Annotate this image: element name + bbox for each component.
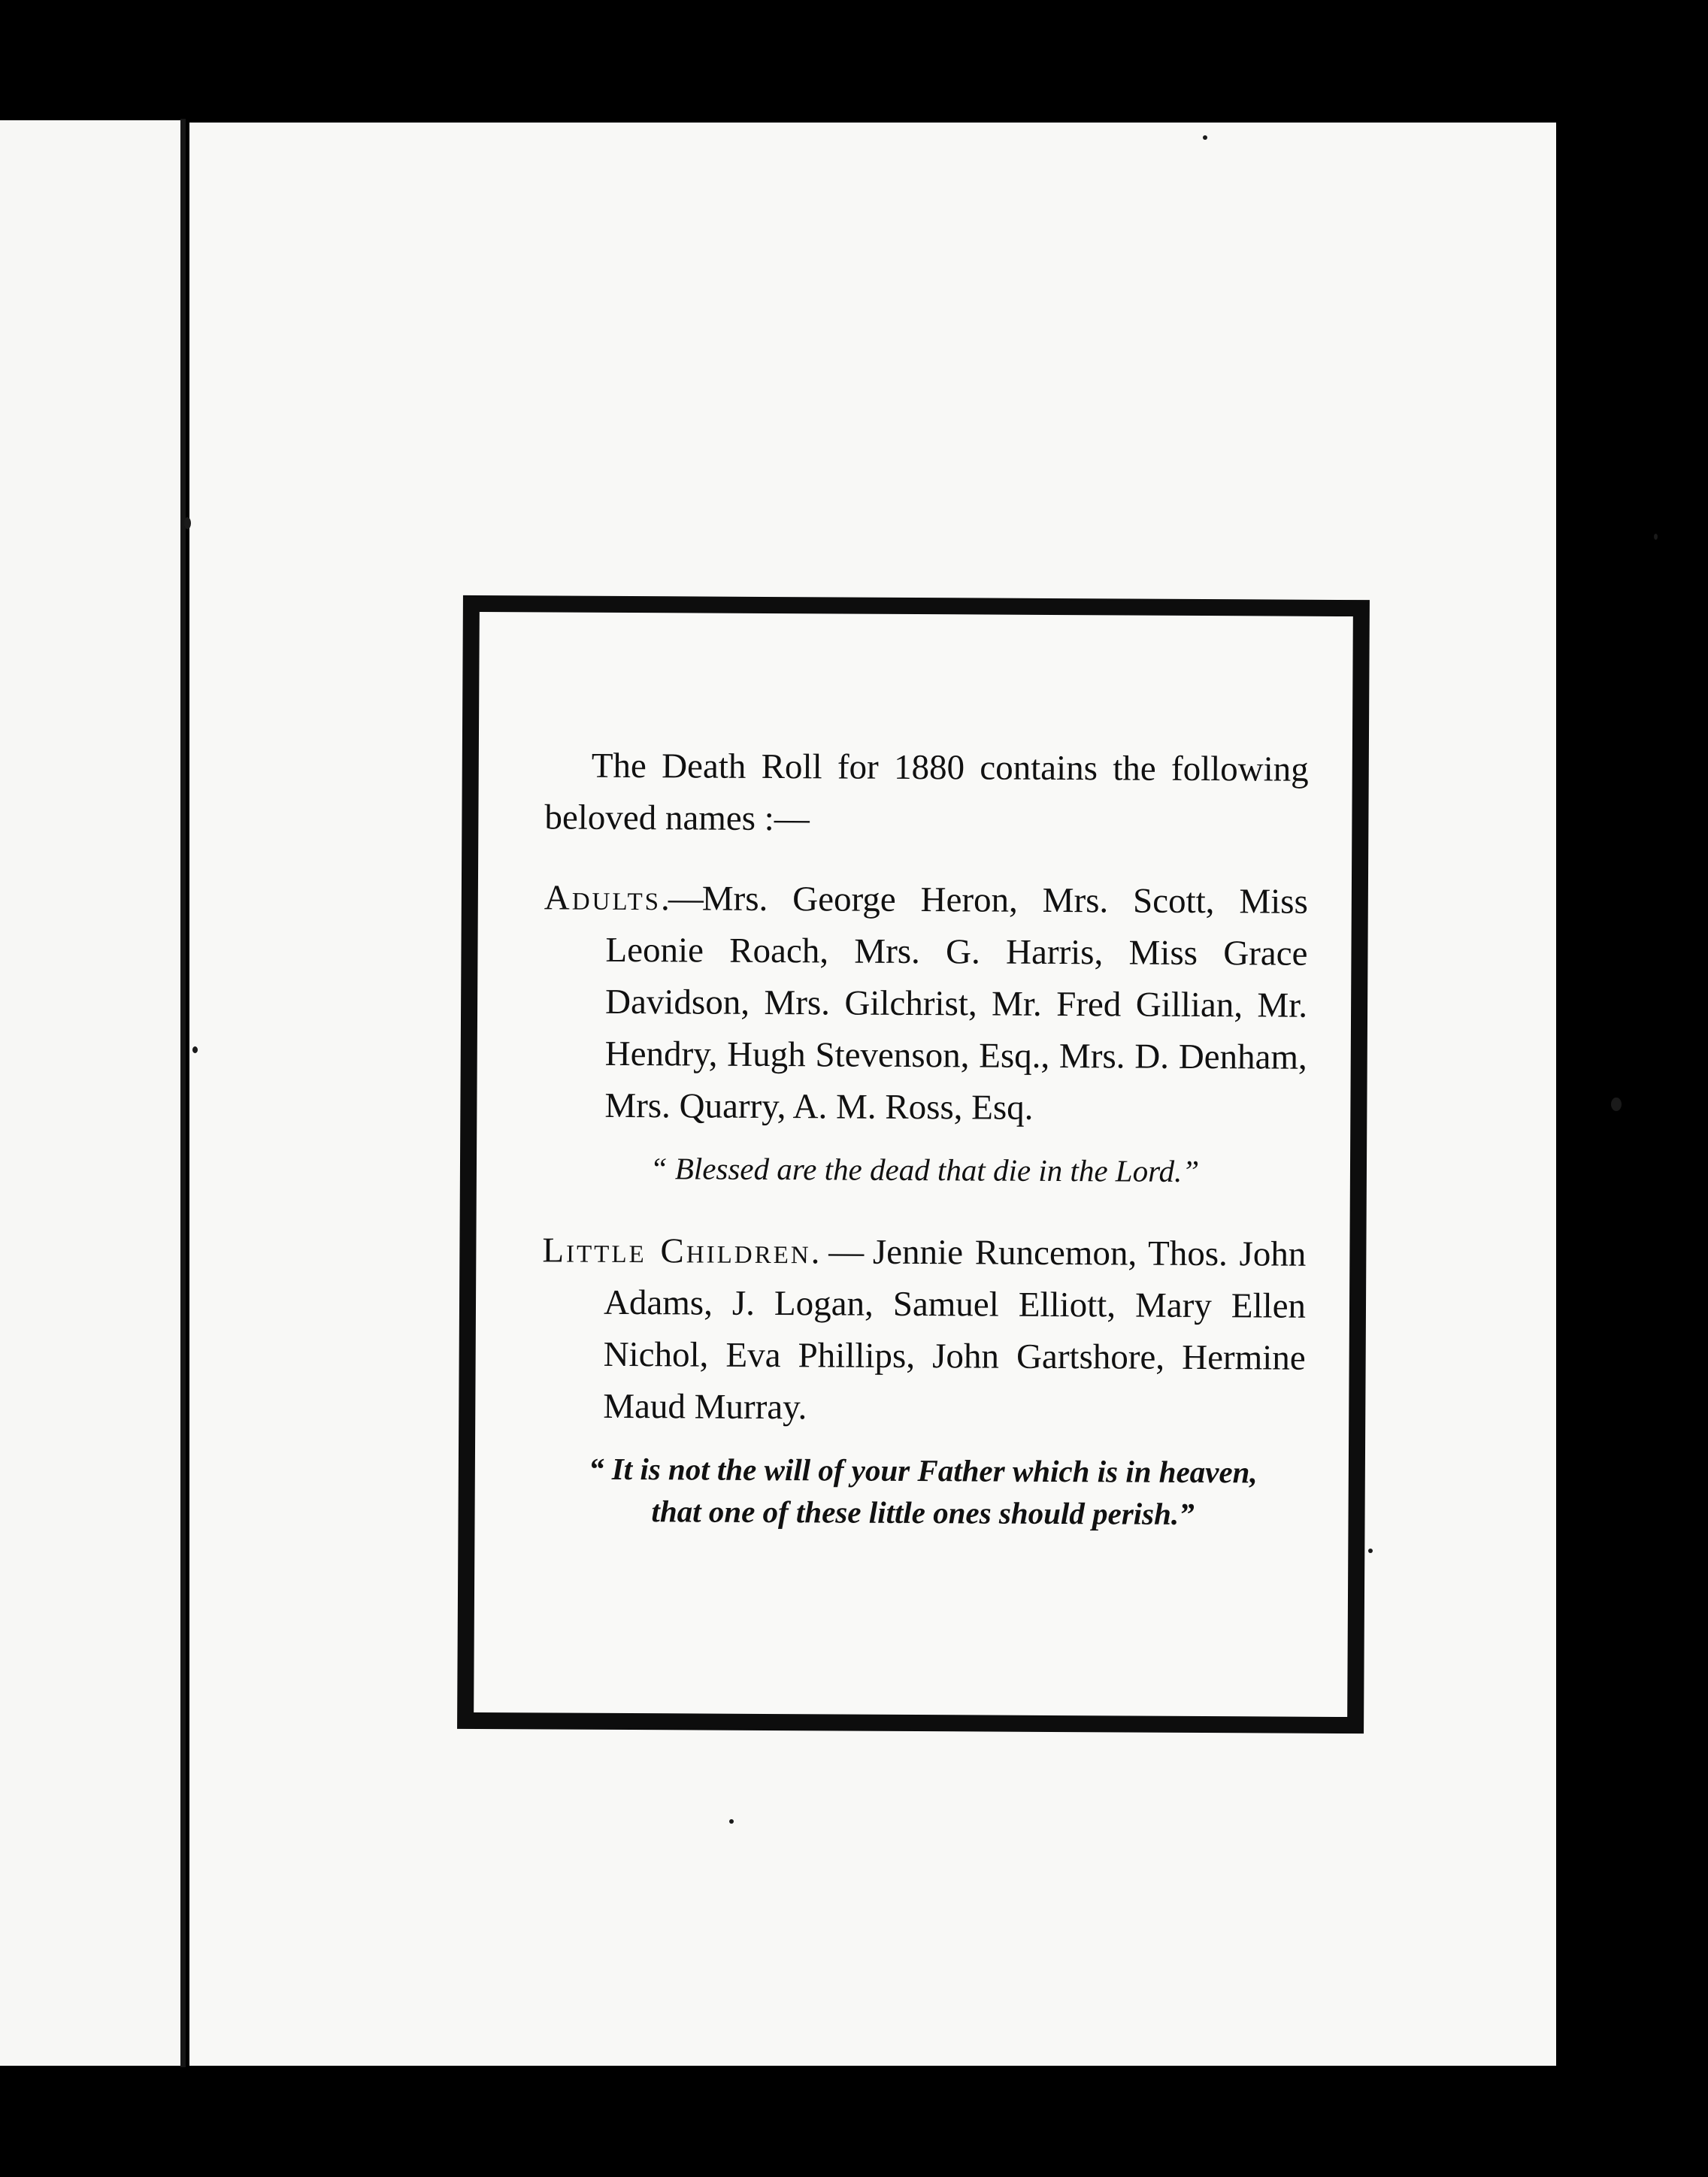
scan-speck — [1611, 1098, 1622, 1111]
scan-speck — [1654, 534, 1658, 540]
children-names: Jennie Runcemon, Thos. John Adams, J. Logan, Samuel Elliott, Mary Ellen Nichol, Eva Phillips, John Gartshore, Hermine Maud Murray. — [603, 1232, 1307, 1428]
adults-heading: Adults — [544, 878, 662, 919]
scan-speck — [184, 517, 191, 529]
children-scripture-quote — [541, 1447, 1305, 1535]
children-paragraph — [541, 1225, 1306, 1436]
intro-paragraph: The Death Roll for 1880 contains the following beloved names :— — [544, 746, 1309, 839]
adults-dash: .— — [660, 879, 702, 919]
facing-page-edge — [0, 120, 185, 2066]
scan-speck — [192, 1046, 198, 1053]
adults-paragraph — [543, 872, 1308, 1135]
scan-speck — [1203, 135, 1207, 140]
page-gutter — [180, 119, 186, 2067]
children-dash: . — — [810, 1232, 874, 1272]
adults-names: Mrs. George Heron, Mrs. Scott, Miss Leonie Roach, Mrs. G. Harris, Miss Grace Davidson, Mrs. Gilchrist, Mr. Fred Gillian, Mr. Hendry, Hugh Stevenson, Esq., Mrs. D. Denham, Mrs. Quarry, A. M. Ross, Esq. — [604, 879, 1308, 1128]
scan-speck — [1368, 1549, 1373, 1553]
memorial-border — [457, 595, 1370, 1733]
adults-scripture-quote: “ Blessed are the dead that die in the Lord.” — [650, 1151, 1200, 1188]
children-quote-line-2: that one of these little ones should perish.” — [651, 1494, 1195, 1531]
scan-speck — [729, 1819, 734, 1824]
children-heading: Little Children — [542, 1231, 811, 1272]
memorial-text — [541, 740, 1308, 1535]
children-quote-line-1: “ It is not the will of your Father which is in heaven, — [588, 1451, 1258, 1490]
